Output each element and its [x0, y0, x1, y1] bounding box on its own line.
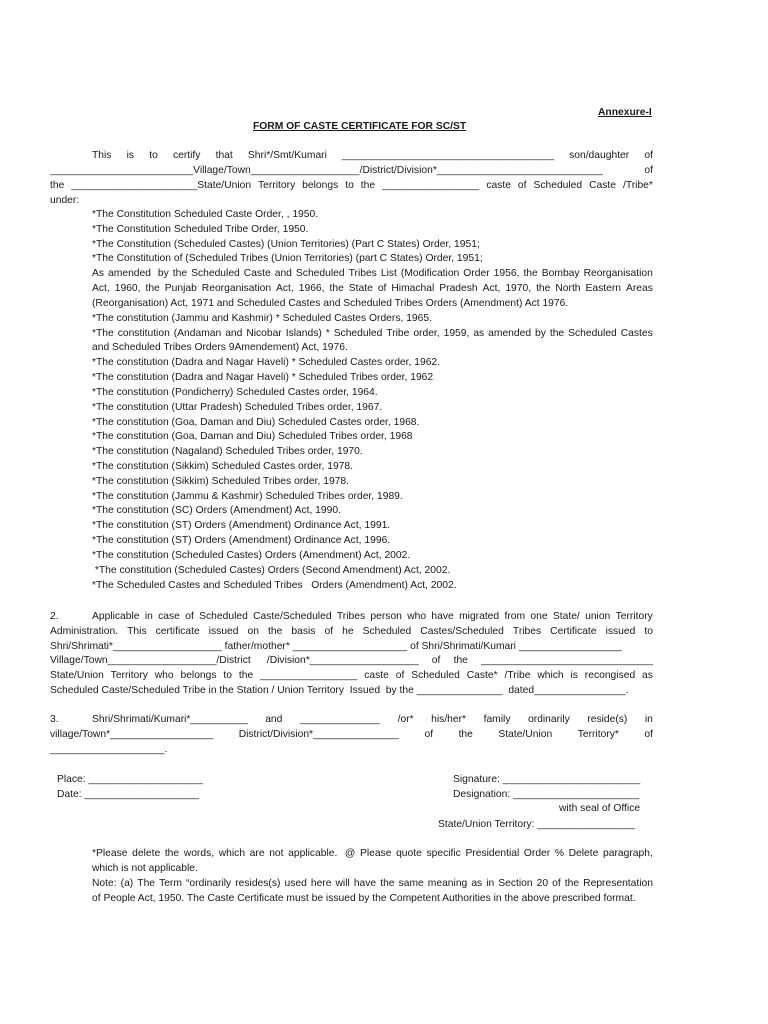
word: the — [145, 283, 160, 294]
word: Certificate — [550, 626, 597, 637]
word: son/daughter — [569, 150, 630, 161]
word: the — [458, 729, 473, 740]
word: that — [215, 150, 233, 161]
order-item: *The Constitution Scheduled Tribe Order, 1950. — [92, 224, 309, 235]
word: Territory — [110, 670, 148, 681]
word: village/Town*__________________ — [50, 729, 214, 740]
order-item: *The constitution (Jammu and Kashmir) * Scheduled Castes Orders, 1965. — [92, 313, 432, 324]
word: the — [329, 283, 344, 294]
s2-line3: Shri/Shrimati*___________________ father/mother* ____________________ of Shri/Shrimati/Kumari __________________ — [50, 641, 622, 652]
order-item: *The constitution (Uttar Pradesh) Scheduled Tribes order, 1967. — [92, 402, 383, 413]
word: ______________ — [299, 714, 381, 725]
word: case — [158, 611, 180, 622]
order-item: *The constitution (ST) Orders (Amendment) Ordinance Act, 1991. — [92, 520, 391, 531]
word: issued — [208, 626, 239, 637]
word: resides(s) — [235, 878, 281, 889]
order-item: *The constitution (Nagaland) Scheduled Tribes order, 1970. — [92, 446, 363, 457]
word: Territory* — [577, 729, 619, 740]
order-item: *The constitution (Goa, Daman and Diu) Scheduled Tribes order, 1968 — [92, 431, 413, 442]
word: Shri/Shrimati/Kumari*__________ — [92, 714, 248, 725]
word: Reorganisation — [583, 268, 653, 279]
word: caste — [364, 670, 389, 681]
word: Representation — [583, 878, 653, 889]
word: The — [137, 878, 156, 889]
word: Reorganisation — [201, 283, 272, 294]
s2-line2 — [50, 625, 653, 638]
word: State/Union — [498, 729, 553, 740]
word: who — [154, 670, 174, 681]
word: State — [348, 283, 373, 294]
s3-line2 — [50, 728, 653, 741]
word: (Modification — [400, 268, 460, 279]
word: used — [284, 878, 307, 889]
word: Castes/Scheduled — [420, 626, 504, 637]
word: Caste — [243, 268, 271, 279]
word: Act, — [482, 283, 501, 294]
word: 1959, — [443, 328, 470, 339]
word: ______________________State/Union — [71, 180, 252, 191]
order-item: *The constitution (ST) Orders (Amendment) Ordinance Act, 1996. — [92, 535, 391, 546]
p1-line1 — [92, 149, 653, 162]
word: to — [644, 626, 653, 637]
date-field: Date: ____________________ — [57, 789, 200, 800]
seal-line: with seal of Office — [559, 803, 641, 814]
word: one — [530, 611, 548, 622]
word: from — [504, 611, 526, 622]
word: State/ — [552, 611, 580, 622]
word: the — [360, 180, 376, 191]
word: Eastern — [585, 283, 622, 294]
word: Village/Town___________________/District — [50, 655, 251, 666]
amended-line1 — [92, 267, 653, 280]
notes-line3 — [92, 877, 653, 890]
amended-line3: (Reorganisation) Act, 1971 and Scheduled Castes and Scheduled Tribes Orders (Amendment) Act 1976. — [92, 298, 569, 309]
word: Section — [498, 878, 533, 889]
word: List — [380, 268, 397, 279]
word: his/her* — [431, 714, 467, 725]
word: which — [537, 670, 564, 681]
word: Shri*/Smt/Kumari — [247, 150, 327, 161]
word: the — [380, 878, 395, 889]
word: as — [471, 878, 483, 889]
word: is — [570, 670, 578, 681]
order-item: *The constitution (Sikkim) Scheduled Tribes order, 1978. — [92, 476, 349, 487]
word: % — [554, 848, 564, 859]
word: Act, — [276, 283, 294, 294]
word: _________________ — [382, 180, 480, 191]
word: of — [644, 150, 653, 161]
notes-line1 — [92, 847, 653, 860]
word: is — [126, 150, 135, 161]
order-item: *The Scheduled Castes and Scheduled Tribes Orders (Amendment) Act, 2002. — [92, 580, 457, 591]
word: (a) — [120, 878, 134, 889]
word: recongised — [584, 670, 636, 681]
word: he — [342, 626, 354, 637]
word: are — [249, 848, 265, 859]
word: Territory — [615, 611, 653, 622]
andaman-line2: and Scheduled Tribes Orders 9Amendement) Act, 1976. — [92, 342, 348, 353]
s3-line3: ____________________. — [50, 744, 168, 755]
word: and — [274, 268, 292, 279]
word: and — [265, 714, 283, 725]
word: same — [398, 878, 424, 889]
signature-field: Signature: ________________________ — [453, 774, 641, 785]
word: as — [642, 670, 653, 681]
word: specific — [426, 848, 461, 859]
word: quote — [396, 848, 422, 859]
word: amended — [488, 328, 532, 339]
word: order, — [413, 328, 440, 339]
order-item: *The constitution (Jammu & Kashmir) Scheduled Tribes order, 1989. — [92, 491, 403, 502]
word: belongs — [302, 180, 339, 191]
word: reside(s) — [587, 714, 628, 725]
word: 1966, — [298, 283, 325, 294]
word: who — [407, 611, 427, 622]
s3-line1 — [92, 713, 653, 726]
notes-line4: of People Act, 1950. The Caste Certificate must be issued by the Competent Authorities in the above prescribed format. — [92, 893, 636, 904]
order-item: *The Constitution (Scheduled Castes) (Union Territories) (Part C States) Order, 1951; — [92, 239, 480, 250]
word: Himachal — [391, 283, 435, 294]
word: @ — [342, 848, 356, 859]
word: basis — [291, 626, 316, 637]
word: Scheduled — [295, 268, 345, 279]
word: Administration. — [50, 626, 119, 637]
word: of — [377, 283, 387, 294]
order-item: *The constitution (Dadra and Nagar Haveli) * Scheduled Tribes order, 1962 — [92, 372, 434, 383]
word: the — [536, 283, 551, 294]
word: 1956, — [493, 268, 520, 279]
word: the — [164, 848, 180, 859]
word: Areas — [625, 283, 653, 294]
word: of — [395, 670, 405, 681]
word: Scheduled — [411, 670, 460, 681]
word: person — [370, 611, 402, 622]
word: Scheduled — [333, 328, 383, 339]
word: paragraph, — [603, 848, 653, 859]
word: will — [335, 878, 350, 889]
word: of — [644, 729, 653, 740]
word: Territory — [258, 180, 296, 191]
word: delete — [132, 848, 161, 859]
word: Scheduled — [568, 328, 617, 339]
page-title: FORM OF CASTE CERTIFICATE FOR SC/ST — [253, 121, 467, 132]
word: union — [585, 611, 611, 622]
word: Term — [159, 878, 182, 889]
word: Tribes — [336, 611, 366, 622]
word: the — [50, 180, 65, 191]
word: belongs — [180, 670, 217, 681]
word: Presidential — [465, 848, 520, 859]
word: 1960, — [114, 283, 141, 294]
word: of — [644, 165, 653, 176]
p1-line3 — [50, 179, 653, 192]
word: by — [535, 328, 546, 339]
word: Tribe — [386, 328, 410, 339]
word: _________________________Village/Town___________________/District/Division*_____________________________ — [50, 165, 603, 176]
word: Pradesh — [439, 283, 478, 294]
s2-line5 — [50, 669, 653, 682]
word: _____________________________________ — [342, 150, 554, 161]
word: of — [431, 655, 441, 666]
word: certify — [172, 150, 201, 161]
s2-line1 — [92, 610, 653, 623]
andaman-line1 — [92, 327, 653, 340]
word: Nicobar — [246, 328, 282, 339]
word: the — [549, 328, 565, 339]
word: and — [225, 328, 243, 339]
word: State/Union — [50, 670, 104, 681]
word: migrated — [459, 611, 500, 622]
word: as — [473, 328, 485, 339]
word: the — [523, 268, 538, 279]
s2-line6: Scheduled Caste/Scheduled Tribe in the Station / Union Territory Issued by the _______________ dated________________. — [50, 685, 629, 696]
word: the — [268, 626, 283, 637]
word: of — [424, 729, 434, 740]
place-field: Place: ____________________ — [57, 774, 204, 785]
word: Tribes — [512, 626, 542, 637]
word: of — [552, 878, 561, 889]
word: 20 — [536, 878, 549, 889]
word: /Division*___________________ — [263, 655, 419, 666]
word: This — [127, 626, 147, 637]
s2-line4 — [50, 654, 653, 667]
notes-line2: which is not applicable. — [92, 863, 198, 874]
amended-line2 — [92, 282, 653, 295]
word: Act, — [92, 283, 110, 294]
section-2-number: 2. — [50, 611, 59, 622]
word: words, — [183, 848, 215, 859]
word: Applicable — [92, 611, 140, 622]
word: the — [172, 268, 188, 279]
order-item: *The Constitution Scheduled Caste Order, , 1950. — [92, 209, 319, 220]
word: here — [310, 878, 332, 889]
word: not — [269, 848, 284, 859]
word: 1970, — [505, 283, 532, 294]
word: the — [564, 878, 580, 889]
word: Tribes — [348, 268, 377, 279]
word: family — [483, 714, 511, 725]
word: Please — [359, 848, 392, 859]
word: Punjab — [164, 283, 197, 294]
word: _________________ — [260, 670, 358, 681]
word: meaning — [427, 878, 468, 889]
order-item: *The constitution (Scheduled Castes) Orders (Amendment) Act, 2002. — [92, 550, 411, 561]
word: /Tribe* — [622, 180, 653, 191]
word: issued — [605, 626, 636, 637]
word: Scheduled — [362, 626, 412, 637]
word: *The — [92, 328, 114, 339]
word: Scheduled — [191, 268, 240, 279]
word: which — [218, 848, 246, 859]
word: have — [431, 611, 454, 622]
word: Delete — [568, 848, 599, 859]
word: Note: — [92, 878, 117, 889]
order-item: *The constitution (Goa, Daman and Diu) Scheduled Castes order, 1968. — [92, 417, 420, 428]
word: Caste/Scheduled — [253, 611, 332, 622]
word: of — [185, 611, 194, 622]
word: North — [555, 283, 581, 294]
order-item: *The Constitution of (Scheduled Tribes (Union Territories) (part C States) Order, 1951; — [92, 253, 483, 264]
word: “ordinarily — [185, 878, 232, 889]
word: (Andaman — [173, 328, 222, 339]
order-item: *The constitution (SC) Orders (Amendment) Act, 1990. — [92, 505, 341, 516]
word: to — [345, 180, 354, 191]
p1-line4: under: — [50, 195, 80, 206]
word: Caste — [589, 180, 616, 191]
word: District/Division*_______________ — [238, 729, 399, 740]
order-item: *The constitution (Scheduled Castes) Orders (Second Amendment) Act, 2002. — [92, 565, 451, 576]
word: Caste* — [466, 670, 498, 681]
annexure-label: Annexure-I — [598, 107, 652, 118]
word: caste — [486, 180, 511, 191]
word: in — [644, 714, 653, 725]
word: This — [92, 150, 112, 161]
p1-line2 — [50, 164, 653, 177]
word: As — [92, 268, 105, 279]
order-item: *The constitution (Pondicherry) Scheduled Castes order, 1964. — [92, 387, 378, 398]
word: constitution — [117, 328, 170, 339]
word: of — [324, 626, 334, 637]
word: /Tribe — [504, 670, 531, 681]
order-item: *The constitution (Dadra and Nagar Haveli) * Scheduled Castes order, 1962. — [92, 357, 441, 368]
word: ______________________________ — [481, 655, 653, 666]
word: by — [155, 268, 169, 279]
word: to — [223, 670, 232, 681]
word: Order — [523, 848, 551, 859]
word: to — [149, 150, 158, 161]
word: amended — [108, 268, 151, 279]
word: Castes — [620, 328, 653, 339]
word: * — [325, 328, 330, 339]
word: on — [247, 626, 259, 637]
word: Scheduled — [533, 180, 583, 191]
word: in — [486, 878, 495, 889]
word: have — [353, 878, 377, 889]
word: certificate — [155, 626, 200, 637]
word: the — [238, 670, 254, 681]
section-3-number: 3. — [50, 714, 59, 725]
word: the — [453, 655, 468, 666]
word: Order — [463, 268, 490, 279]
order-item: *The constitution (Sikkim) Scheduled Castes order, 1978. — [92, 461, 353, 472]
word: *Please — [92, 848, 128, 859]
word: Bombay — [541, 268, 580, 279]
word: Islands) — [285, 328, 322, 339]
word: in — [144, 611, 153, 622]
word: Scheduled — [199, 611, 248, 622]
word: of — [517, 180, 527, 191]
word: applicable. — [288, 848, 338, 859]
state-territory-field: State/Union Territory: _________________ — [438, 819, 635, 830]
designation-field: Designation: ______________________ — [453, 789, 640, 800]
word: /or* — [397, 714, 414, 725]
word: ordinarily — [528, 714, 570, 725]
